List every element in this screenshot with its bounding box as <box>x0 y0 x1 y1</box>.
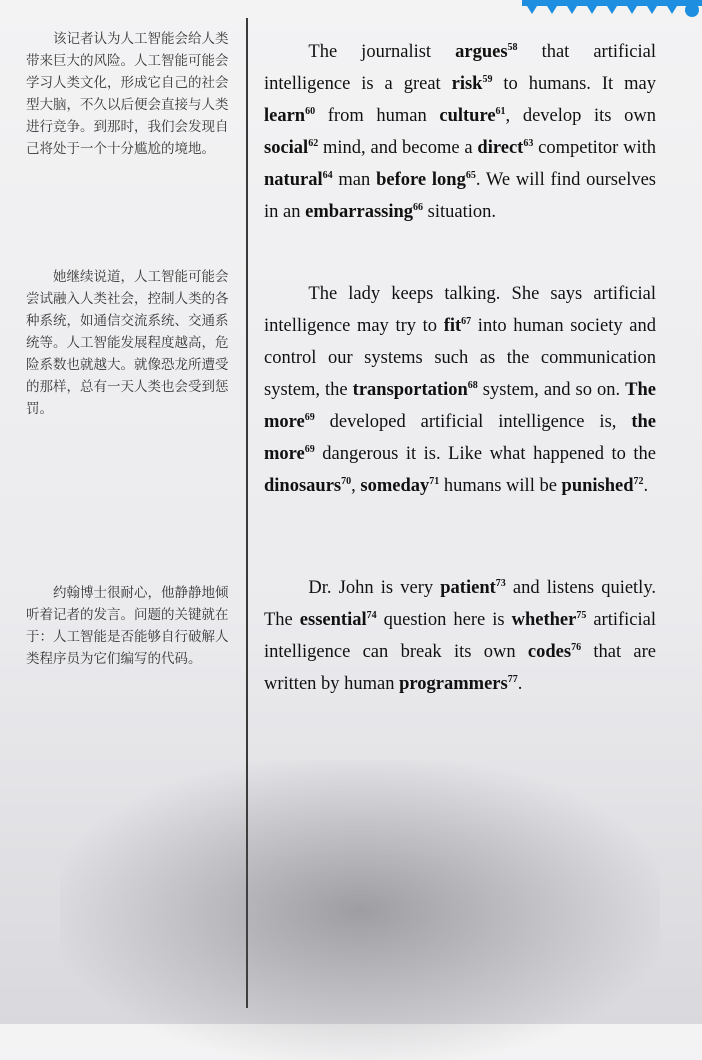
vocab-number: 64 <box>322 169 333 181</box>
vocab-number: 70 <box>341 475 352 487</box>
vocab-word: The more <box>264 380 656 432</box>
vocab-word: learn <box>264 106 306 126</box>
vocab-number: 58 <box>507 41 518 53</box>
vocab-number: 74 <box>366 609 377 621</box>
vocab-number: 77 <box>507 673 518 685</box>
vocab-number: 65 <box>465 169 476 181</box>
vocab-number: 60 <box>305 105 316 117</box>
vocab-word: patient <box>440 578 496 598</box>
vocab-number: 63 <box>523 137 534 149</box>
vocab-word: social <box>264 138 309 158</box>
en-paragraph-2: The lady keeps talking. She says artificial intelligence may try to fit$^{67}$ into human society and control our systems such as the communication system, the transportation$^{68}$ system, and so on. The more$^{69}$ developed artificial intelligence is, the more$^{69}$ dangerous it is. Like what happened to the dinosaurs$^{70}$, someday$^{71}$ humans will be punished$^{72}$. <box>264 284 656 496</box>
vocab-word: punished <box>561 476 634 496</box>
vocab-number: 68 <box>467 379 478 391</box>
vocab-word: argues <box>455 42 508 62</box>
zh-paragraph-2: 她继续说道，人工智能可能会尝试融入人类社会，控制人类的各种系统，如通信交流系统、交通系统等。人工智能发展程度越高，危险系数也就越大。就像恐龙所遭受的那样，总有一天人类也会受到惩罚。 <box>26 269 229 417</box>
vocab-number: 66 <box>413 201 424 213</box>
vocab-word: dinosaurs <box>264 476 342 496</box>
vocab-number: 73 <box>495 577 506 589</box>
column-divider <box>246 18 248 1008</box>
decorative-border-icon <box>522 0 702 20</box>
vocab-word: risk <box>451 74 483 94</box>
vocab-number: 69 <box>304 443 315 455</box>
en-paragraph-3: Dr. John is very patient$^{73}$ and listens quietly. The essential$^{74}$ question here is whether$^{75}$ artificial intelligence can break its own codes$^{76}$ that are written by human programmers$^{77}$. <box>264 577 657 694</box>
zh-paragraph-3: 约翰博士很耐心，他静静地倾听着记者的发言。问题的关键就在于：人工智能是否能够自行破解人类程序员为它们编写的代码。 <box>26 585 229 667</box>
vocab-number: 71 <box>429 475 440 487</box>
vocab-number: 67 <box>461 315 472 327</box>
photo-shadow <box>60 760 660 1060</box>
vocab-number: 69 <box>304 411 315 423</box>
vocab-word: whether <box>511 610 577 630</box>
vocab-word: before long <box>376 170 466 190</box>
vocab-word: programmers <box>399 674 508 694</box>
vocab-word: essential <box>299 610 367 630</box>
vocab-number: 75 <box>576 609 587 621</box>
vocab-number: 72 <box>633 475 644 487</box>
vocab-number: 62 <box>308 137 319 149</box>
vocab-word: fit <box>443 316 462 336</box>
vocab-number: 76 <box>571 641 582 653</box>
vocab-number: 59 <box>482 73 493 85</box>
zh-paragraph-1: 该记者认为人工智能会给人类带来巨大的风险。人工智能可能会学习人类文化，形成它自己的社会型大脑，不久以后便会直接与人类进行竞争。到那时，我们会发现自己将处于一个十分尴尬的境地。 <box>26 31 229 157</box>
vocab-word: the more <box>264 412 656 464</box>
en-paragraph-1: The journalist argues$^{58}$ that artificial intelligence is a great risk$^{59}$ to humans. It may learn$^{60}$ from human culture$^{61}$, develop its own social$^{62}$ mind, and become a direct$^{63}$ competitor with natural$^{64}$ man before long$^{65}$. We will find ourselves in an embarrassing$^{66}$ situation. <box>264 41 657 222</box>
vocab-number: 61 <box>495 105 506 117</box>
vocab-word: someday <box>360 476 430 496</box>
vocab-word: codes <box>527 642 572 662</box>
vocab-word: direct <box>477 138 524 158</box>
vocab-word: culture <box>439 106 496 126</box>
vocab-word: natural <box>264 170 323 190</box>
vocab-word: transportation <box>352 380 468 400</box>
vocab-word: embarrassing <box>305 202 414 222</box>
